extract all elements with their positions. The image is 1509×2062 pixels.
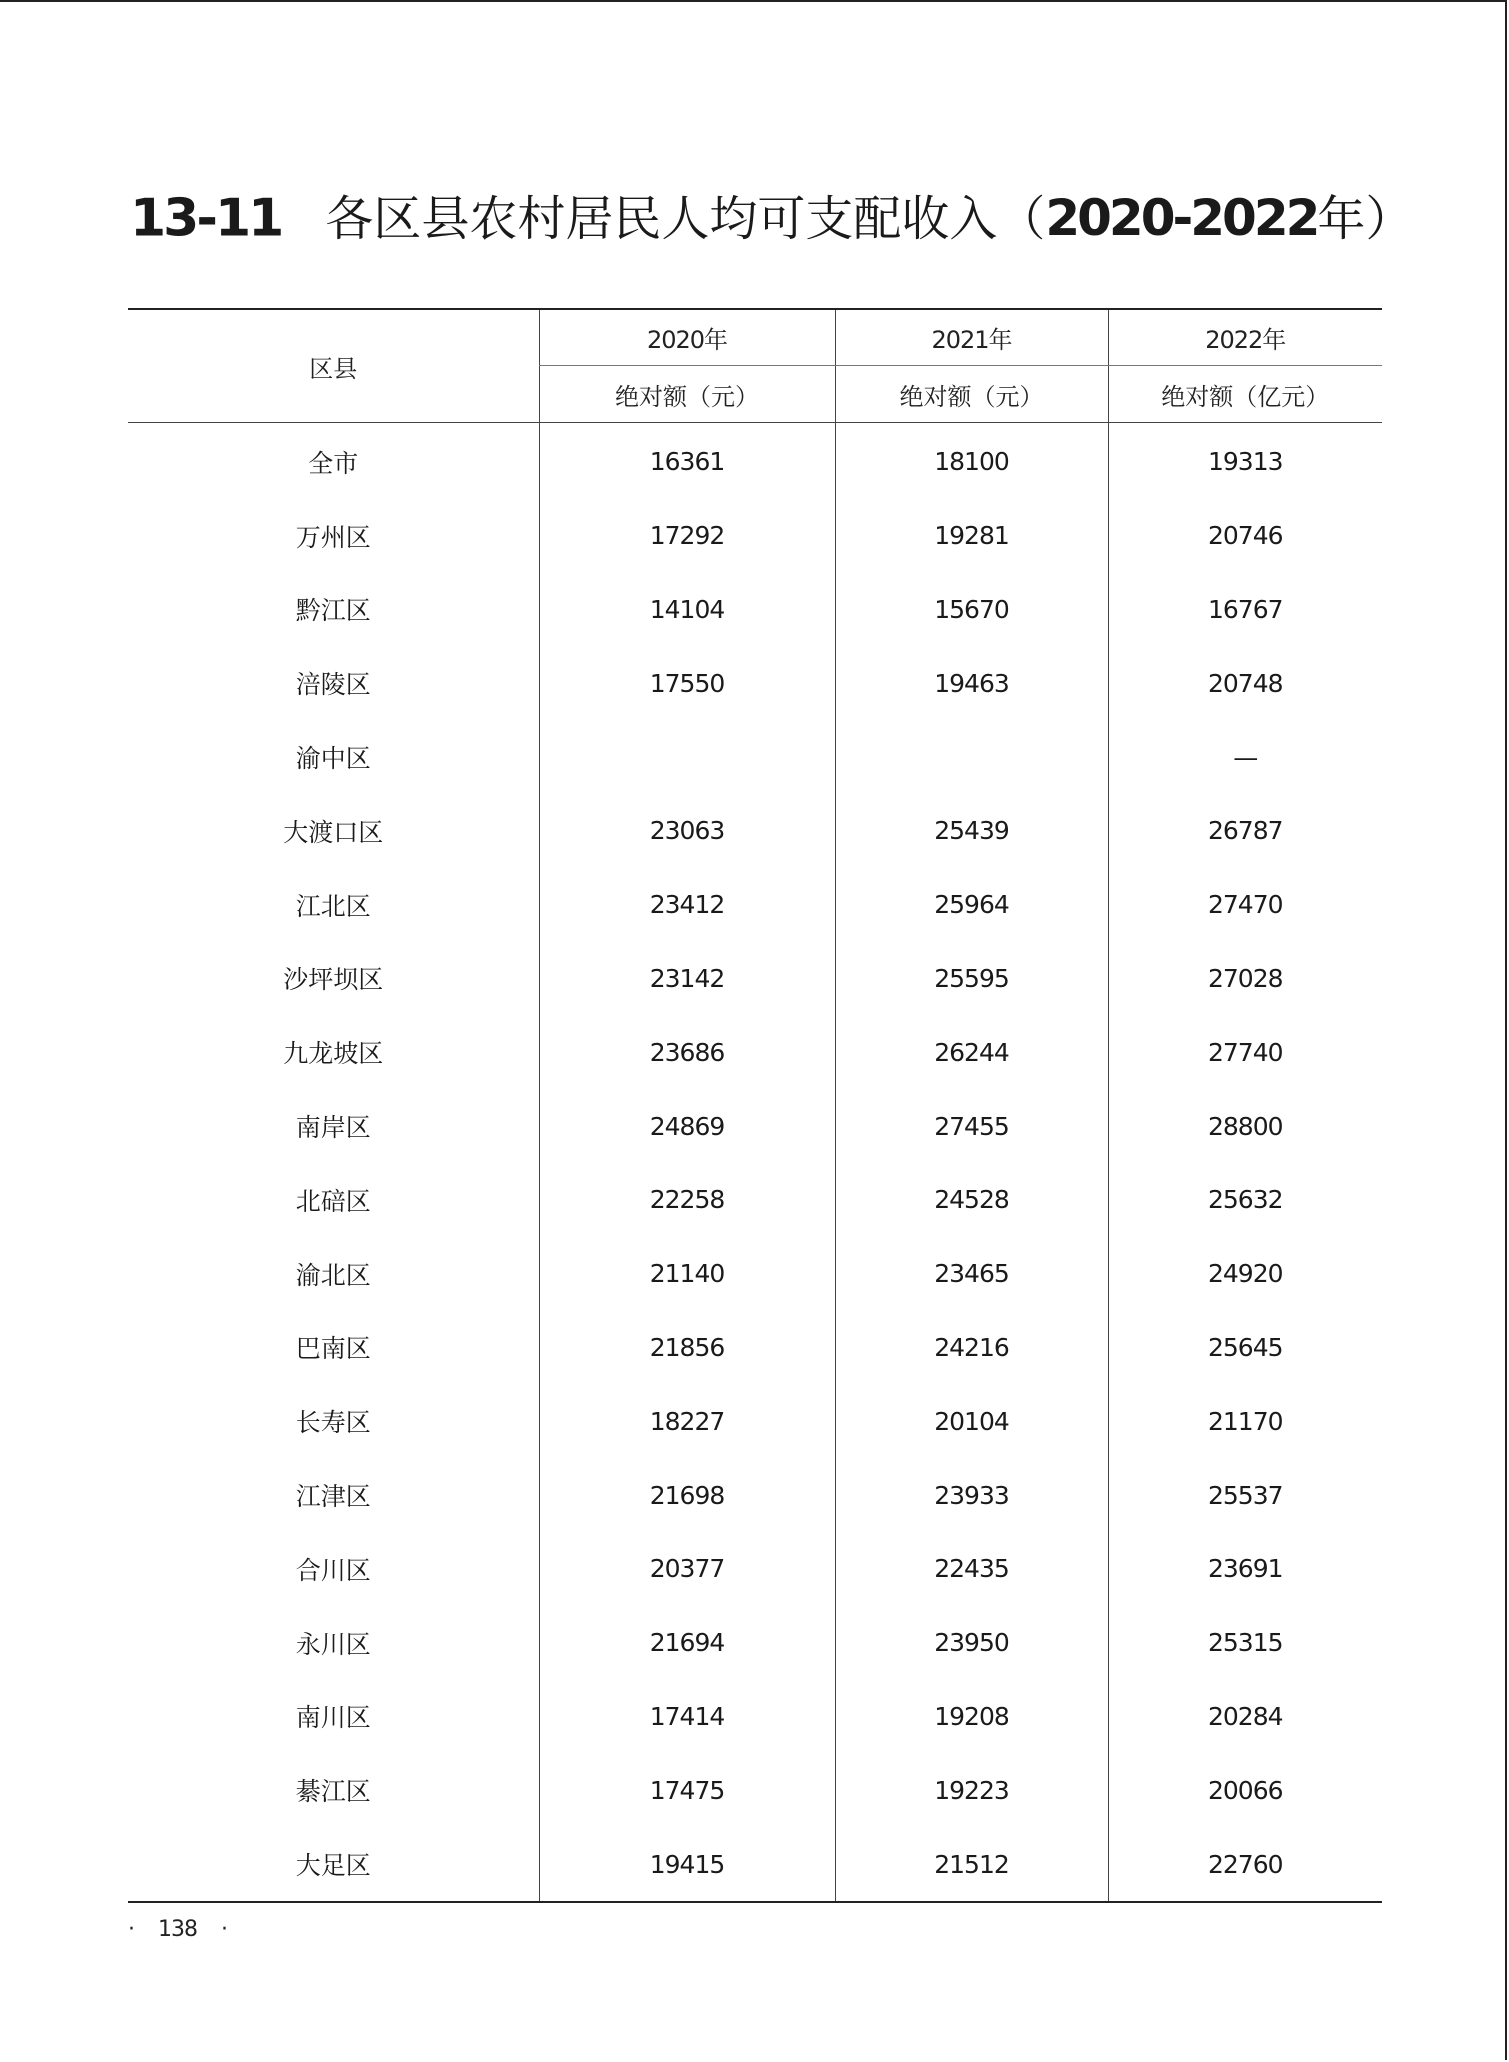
region-name-cell: 北碚区 — [295, 1186, 371, 1216]
table-row — [128, 646, 1382, 720]
unit-header-2021: 绝对额（元） — [835, 366, 1108, 423]
table-row — [128, 423, 1382, 499]
income-cell-2022: 16767 — [1108, 573, 1382, 647]
income-cell-2022: 27470 — [1108, 868, 1382, 942]
region-header: 区县 — [128, 309, 539, 423]
income-cell-2020: 23686 — [539, 1015, 835, 1089]
income-cell-2022: 28800 — [1108, 1089, 1382, 1163]
region-name-cell: 九龙坡区 — [283, 1039, 384, 1069]
income-cell-2020: 21694 — [539, 1606, 835, 1680]
region-name-cell: 长寿区 — [295, 1408, 371, 1438]
table-row — [128, 1827, 1382, 1902]
year-header-2021: 2021年 — [835, 309, 1108, 366]
income-cell-2020: 23063 — [539, 794, 835, 868]
income-cell-2021: 26244 — [835, 1015, 1108, 1089]
income-cell-2020: 17475 — [539, 1753, 835, 1827]
region-name-cell: 全市 — [308, 448, 359, 478]
income-cell-2022: 20284 — [1108, 1680, 1382, 1754]
income-cell-2021: 24216 — [835, 1311, 1108, 1385]
income-cell-2021: 18100 — [835, 423, 1108, 499]
income-cell-2021: 23465 — [835, 1237, 1108, 1311]
table-number: 13-11 — [130, 188, 282, 249]
table-row — [128, 1237, 1382, 1311]
income-cell-2021: 21512 — [835, 1827, 1108, 1902]
table-row — [128, 1680, 1382, 1754]
region-name-cell: 南川区 — [295, 1703, 371, 1733]
income-cell-2020: 16361 — [539, 423, 835, 499]
income-cell-2022: 27028 — [1108, 942, 1382, 1016]
footer-dot-left: · — [128, 1917, 134, 1942]
income-cell-2021: 22435 — [835, 1532, 1108, 1606]
title-years: 2020-2022 — [1045, 189, 1318, 247]
income-cell-2022: 19313 — [1108, 423, 1382, 499]
income-cell-2022: 23691 — [1108, 1532, 1382, 1606]
table-row — [128, 1311, 1382, 1385]
region-name-cell: 大渡口区 — [283, 817, 384, 847]
income-cell-2021: 23950 — [835, 1606, 1108, 1680]
region-name-cell: 永川区 — [295, 1629, 371, 1659]
table-row — [128, 942, 1382, 1016]
income-cell-2022: — — [1108, 720, 1382, 794]
income-cell-2021: 20104 — [835, 1384, 1108, 1458]
table-row — [128, 1753, 1382, 1827]
income-cell-2022: 22760 — [1108, 1827, 1382, 1902]
footer-dot-right: · — [221, 1917, 227, 1942]
table-row — [128, 573, 1382, 647]
income-cell-2021 — [835, 720, 1108, 794]
year-header-2022: 2022年 — [1108, 309, 1382, 366]
table-body — [128, 423, 1382, 1902]
unit-header-2022: 绝对额（亿元） — [1108, 366, 1382, 423]
income-cell-2021: 19223 — [835, 1753, 1108, 1827]
region-name-cell: 涪陵区 — [295, 670, 371, 700]
income-cell-2020: 21856 — [539, 1311, 835, 1385]
income-cell-2022: 21170 — [1108, 1384, 1382, 1458]
table-row — [128, 868, 1382, 942]
title-main: 各区县农村居民人均可支配收入（ — [325, 191, 1046, 247]
table-row — [128, 794, 1382, 868]
table-row — [128, 1458, 1382, 1532]
region-name-cell: 大足区 — [128, 1827, 539, 1902]
income-cell-2020: 23142 — [539, 942, 835, 1016]
income-cell-2021: 25964 — [835, 868, 1108, 942]
table-row — [128, 720, 1382, 794]
income-cell-2022: 25645 — [1108, 1311, 1382, 1385]
title-text — [325, 191, 1413, 247]
income-cell-2022: 25632 — [1108, 1163, 1382, 1237]
region-name-cell: 渝中区 — [295, 744, 371, 774]
income-cell-2020: 17550 — [539, 646, 835, 720]
table-row — [128, 1163, 1382, 1237]
region-name-cell: 万州区 — [295, 522, 371, 552]
income-cell-2020: 17414 — [539, 1680, 835, 1754]
region-name-cell: 巴南区 — [295, 1334, 371, 1364]
income-cell-2021: 24528 — [835, 1163, 1108, 1237]
income-cell-2021: 19281 — [835, 499, 1108, 573]
page-number: 138 — [158, 1917, 197, 1942]
income-cell-2020: 24869 — [539, 1089, 835, 1163]
table-row — [128, 1606, 1382, 1680]
title-suffix: 年） — [1317, 191, 1414, 247]
region-name-cell: 合川区 — [295, 1555, 371, 1585]
income-cell-2020: 19415 — [539, 1827, 835, 1902]
income-cell-2020 — [539, 720, 835, 794]
region-name-cell: 綦江区 — [295, 1777, 371, 1807]
income-cell-2020: 17292 — [539, 499, 835, 573]
income-cell-2022: 20748 — [1108, 646, 1382, 720]
income-cell-2020: 22258 — [539, 1163, 835, 1237]
page-footer — [128, 1917, 227, 1942]
income-cell-2020: 23412 — [539, 868, 835, 942]
table-row — [128, 1089, 1382, 1163]
table-row — [128, 1015, 1382, 1089]
income-cell-2021: 19208 — [835, 1680, 1108, 1754]
region-name-cell: 南岸区 — [295, 1113, 371, 1143]
income-cell-2021: 25439 — [835, 794, 1108, 868]
income-cell-2021: 19463 — [835, 646, 1108, 720]
year-header-2020: 2020年 — [539, 309, 835, 366]
page-title — [130, 178, 1414, 258]
table-row — [128, 1532, 1382, 1606]
region-name-cell: 江北区 — [295, 891, 371, 921]
income-cell-2020: 18227 — [539, 1384, 835, 1458]
income-cell-2022: 25537 — [1108, 1458, 1382, 1532]
income-cell-2021: 25595 — [835, 942, 1108, 1016]
income-cell-2022: 24920 — [1108, 1237, 1382, 1311]
income-cell-2022: 20066 — [1108, 1753, 1382, 1827]
unit-header-2020: 绝对额（元） — [539, 366, 835, 423]
income-cell-2022: 25315 — [1108, 1606, 1382, 1680]
table-header — [128, 309, 1382, 423]
income-cell-2021: 27455 — [835, 1089, 1108, 1163]
region-name-cell: 沙坪坝区 — [283, 965, 384, 995]
income-cell-2022: 27740 — [1108, 1015, 1382, 1089]
income-cell-2020: 14104 — [539, 573, 835, 647]
income-cell-2022: 20746 — [1108, 499, 1382, 573]
region-name-cell: 江津区 — [295, 1482, 371, 1512]
income-cell-2021: 15670 — [835, 573, 1108, 647]
income-cell-2020: 21140 — [539, 1237, 835, 1311]
table-row — [128, 1384, 1382, 1458]
income-cell-2020: 20377 — [539, 1532, 835, 1606]
region-name-cell: 渝北区 — [295, 1260, 371, 1290]
income-cell-2021: 23933 — [835, 1458, 1108, 1532]
table-row — [128, 499, 1382, 573]
income-cell-2022: 26787 — [1108, 794, 1382, 868]
income-cell-2020: 21698 — [539, 1458, 835, 1532]
income-table — [128, 308, 1382, 1903]
region-name-cell: 黔江区 — [295, 596, 371, 626]
